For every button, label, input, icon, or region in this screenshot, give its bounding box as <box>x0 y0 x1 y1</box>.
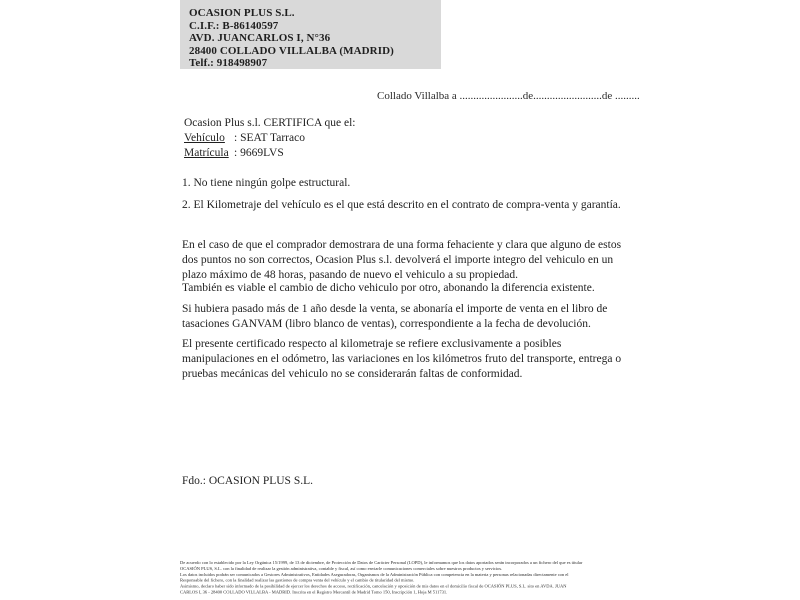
certification-block <box>184 116 356 161</box>
vehicle-label: Vehículo <box>184 132 225 144</box>
fineprint-line: Responsable del fichero, con la finalidad realizar las gestiones de compra venta del vehículo y el cambio de titularidad del mismo. <box>180 577 415 583</box>
fineprint-line: OCASIÓN PLUS, S.L. con la finalidad de realizar la gestión administrativa, contable y fiscal, así como enviarle comunicaciones comerciales sobre nuestros productos y servicios. <box>180 565 503 571</box>
legal-fineprint <box>180 560 620 595</box>
date-line: Collado Villalba a .......................de.........................de ......... <box>377 90 640 102</box>
fineprint-line: De acuerdo con lo establecido por la Ley Orgánica 15/1999, de 13 de diciembre, de Protección de Datos de Carácter Personal (LOPD), le informamos que los datos aportados serán incorporados a un fichero del que es titular <box>180 560 583 565</box>
signature-line: Fdo.: OCASION PLUS S.L. <box>182 475 313 487</box>
paragraph-refund: En el caso de que el comprador demostrara de una forma fehaciente y clara que alguno de estos dos puntos no son correctos, Ocasion Plus s.l. devolverá el importe integro del vehiculo en un plazo máximo de 48 horas, pasando de nuevo el vehiculo a su propiedad. <box>182 239 622 282</box>
paragraph-odometer: El presente certificado respecto al kilometraje se refiere exclusivamente a posibles manipulaciones en el odómetro, las variaciones en los kilómetros fruto del transporte, entrega o pruebas mecánicas del vehiculo no se considerarán faltas de conformidad. <box>182 338 622 381</box>
vehicle-row <box>184 131 356 146</box>
point-2: 2. El Kilometraje del vehículo es el que está descrito en el contrato de compra-venta y garantía. <box>182 199 621 211</box>
plate-row <box>184 146 356 161</box>
letterhead-box <box>180 0 441 69</box>
fineprint-line: CARLOS I, 36 - 28400 COLLADO VILLALBA - MADRID. Inscrita en el Registro Mercantil de Madrid Tomo 150, Inscripción 1, Hoja M 511731. <box>180 589 448 595</box>
company-cif: C.I.F.: B-86140597 <box>189 19 279 32</box>
fineprint-line: Los datos incluidos podrán ser comunicados a Gestores Administrativos, Entidades Aseguradoras, Organismos de la Administración Pública con competencia en la materia y personas relacionadas directamente con el <box>180 571 569 577</box>
fineprint-line: Asimismo, declaro haber sido informado de la posibilidad de ejercer los derechos de acceso, rectificación, cancelación y oposición de mis datos en el domicilio fiscal de OCASIÓN PLUS, S.L. sito en AVDA. JUAN <box>180 583 567 589</box>
company-city: 28400 COLLADO VILLALBA (MADRID) <box>189 44 394 57</box>
company-address: AVD. JUANCARLOS I, N°36 <box>189 32 331 45</box>
company-name: OCASION PLUS S.L. <box>189 7 295 19</box>
company-phone: Telf.: 918498907 <box>189 57 268 70</box>
plate-label: Matrícula <box>184 147 229 159</box>
certify-intro: Ocasion Plus s.l. CERTIFICA que el: <box>184 117 356 129</box>
vehicle-value: : SEAT Tarraco <box>234 132 305 144</box>
paragraph-exchange: También es viable el cambio de dicho vehiculo por otro, abonando la diferencia existente. <box>182 282 595 294</box>
plate-value: : 9669LVS <box>234 147 284 159</box>
paragraph-ganvam: Si hubiera pasado más de 1 año desde la venta, se abonaría el importe de venta en el libro de tasaciones GANVAM (libro blanco de ventas), correspondiente a la fecha de devolución. <box>182 303 608 331</box>
point-1: 1. No tiene ningún golpe estructural. <box>182 177 351 189</box>
